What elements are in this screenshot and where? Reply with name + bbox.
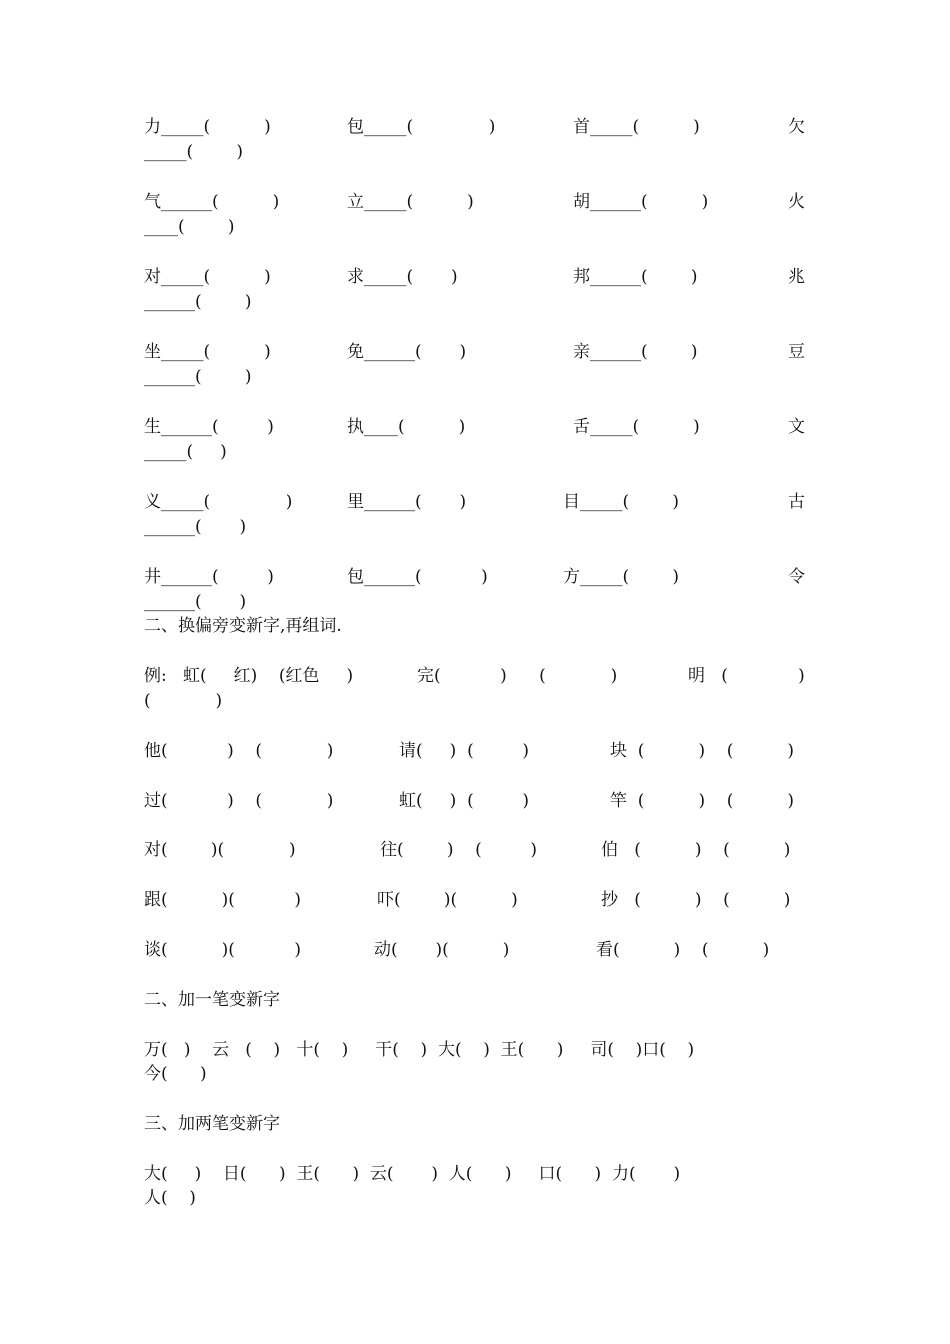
item: 吓( )( ) xyxy=(377,890,518,910)
item-line: 今( ) xyxy=(144,1064,207,1084)
item: 目_____( ) xyxy=(563,492,679,512)
item: 求_____( ) xyxy=(347,267,458,287)
item: 井______( ) xyxy=(144,567,274,587)
item: 令 xyxy=(788,567,805,587)
item: 亲______( ) xyxy=(573,342,698,362)
item: 执____( ) xyxy=(347,417,466,437)
item: 请( ) ( ) xyxy=(399,741,529,761)
item: 过( ) ( ) xyxy=(144,791,334,811)
example-item: 例: 虹( 红) (红色 ) xyxy=(144,666,354,686)
item: 胡______( ) xyxy=(573,192,709,212)
item: 文 xyxy=(788,417,805,437)
item-wrap: _____( ) xyxy=(144,442,227,462)
item: 豆 xyxy=(788,342,805,362)
item-wrap: ______( ) xyxy=(144,367,252,387)
item-wrap: ______( ) xyxy=(144,517,247,537)
item: 生______( ) xyxy=(144,417,274,437)
item: 首_____( ) xyxy=(573,117,700,137)
item: 谈( )( ) xyxy=(144,940,302,960)
item: 虹( ) ( ) xyxy=(399,791,529,811)
item: 气______( ) xyxy=(144,192,280,212)
item: 舌_____( ) xyxy=(573,417,700,437)
item-wrap: _____( ) xyxy=(144,142,243,162)
item: 邦______( ) xyxy=(573,267,698,287)
item: 对_____( ) xyxy=(144,267,271,287)
item: 里______( ) xyxy=(347,492,467,512)
item: 竿 ( ) ( ) xyxy=(610,791,795,811)
item: 兆 xyxy=(788,267,805,287)
section-heading: 二、换偏旁变新字,再组词. xyxy=(144,616,342,636)
item-wrap: ______( ) xyxy=(144,292,252,312)
item-line: 万( ) 云 ( ) 十( ) 干( ) 大( ) 王( ) 司( )口( ) xyxy=(144,1040,695,1060)
item: 火 xyxy=(788,192,805,212)
item: 往( ) ( ) xyxy=(380,840,538,860)
item: 方_____( ) xyxy=(563,567,679,587)
item-line: 大( ) 日( ) 王( ) 云( ) 人( ) 口( ) 力( ) xyxy=(144,1164,681,1184)
item: 块 ( ) ( ) xyxy=(610,741,795,761)
item: 动( )( ) xyxy=(374,940,510,960)
item-line: 人( ) xyxy=(144,1188,196,1208)
item: 免______( ) xyxy=(347,342,467,362)
item: 义_____( ) xyxy=(144,492,293,512)
item: 伯 ( ) ( ) xyxy=(601,840,791,860)
item: 欠 xyxy=(788,117,805,137)
item: 包______( ) xyxy=(347,567,488,587)
item-wrap: ______( ) xyxy=(144,592,247,612)
example-item: 明 ( ) xyxy=(688,666,805,686)
section-heading: 三、加两笔变新字 xyxy=(144,1114,280,1134)
item: 看( ) ( ) xyxy=(596,940,770,960)
item: 立_____( ) xyxy=(347,192,474,212)
item: 古 xyxy=(788,492,805,512)
section-heading: 二、加一笔变新字 xyxy=(144,990,280,1010)
example-item: 完( ) ( ) xyxy=(417,666,618,686)
item: 跟( )( ) xyxy=(144,890,302,910)
item: 力_____( ) xyxy=(144,117,271,137)
item-wrap: ____( ) xyxy=(144,217,235,237)
example-item-wrap: ( ) xyxy=(144,691,223,711)
item: 对( )( ) xyxy=(144,840,296,860)
item: 包_____( ) xyxy=(347,117,496,137)
item: 他( ) ( ) xyxy=(144,741,334,761)
item: 抄 ( ) ( ) xyxy=(601,890,791,910)
item: 坐_____( ) xyxy=(144,342,271,362)
